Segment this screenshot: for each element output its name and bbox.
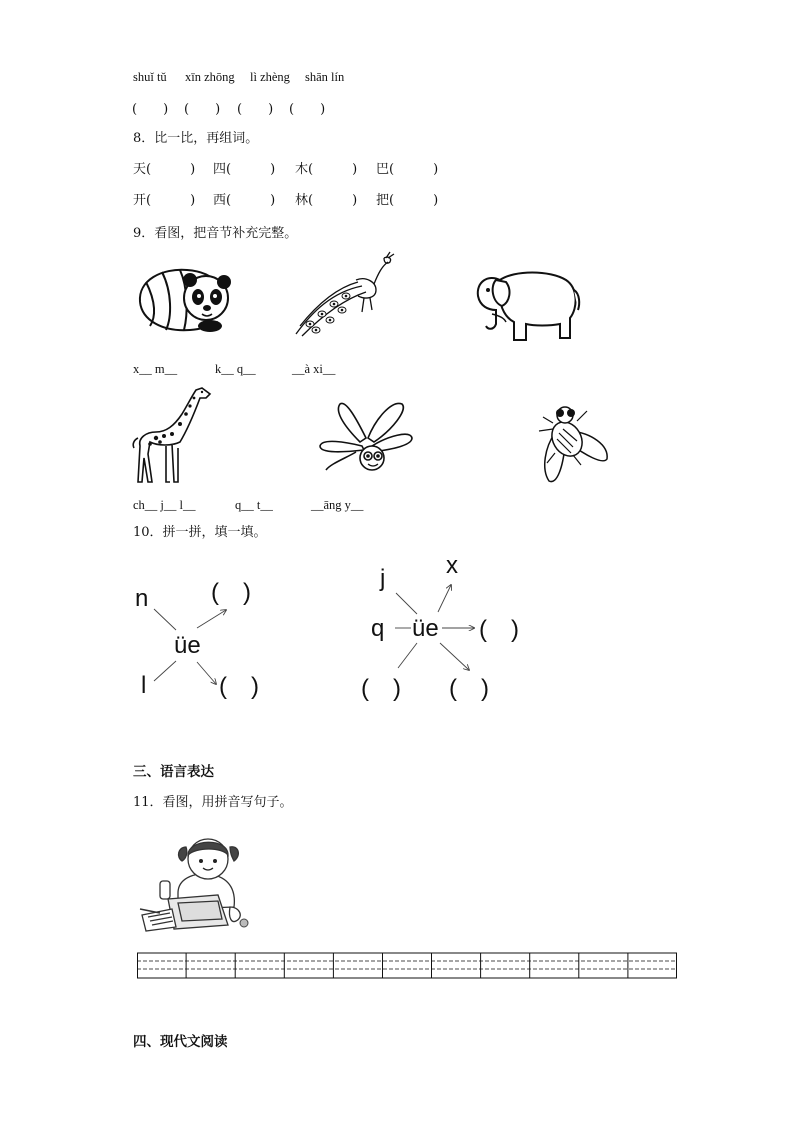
answer-blank-2[interactable]: ( ) <box>184 102 221 117</box>
answer-blank-1[interactable]: ( ) <box>132 102 169 117</box>
q9-label-giraffe[interactable]: ch__ j__ l__ <box>133 498 196 512</box>
initial-n: n <box>135 585 149 612</box>
q8-item[interactable]: 林( ) <box>295 193 358 208</box>
question-10-title: 10．拼一拼，填一填。 <box>133 525 267 540</box>
q10-answer-blank[interactable]: ( ) <box>219 673 259 700</box>
q9-label-panda[interactable]: x__ m__ <box>133 362 178 376</box>
q10-answer-blank[interactable]: ( ) <box>449 675 489 702</box>
question-11-title: 11．看图，用拼音写句子。 <box>133 795 293 810</box>
pinyin-4: shān lín <box>305 70 345 84</box>
section-4-heading: 四、现代文阅读 <box>133 1034 228 1050</box>
q8-item[interactable]: 西( ) <box>213 193 276 208</box>
q8-item[interactable]: 四( ) <box>213 162 276 177</box>
q9-label-elephant[interactable]: __à xi__ <box>292 362 336 376</box>
girl-packing-schoolbag-icon <box>138 833 260 935</box>
q8-item[interactable]: 天( ) <box>133 162 196 177</box>
initial-l: l <box>141 672 147 699</box>
initial-q: q <box>371 615 385 642</box>
q8-item[interactable]: 开( ) <box>133 193 196 208</box>
answer-blank-4[interactable]: ( ) <box>289 102 326 117</box>
q10-answer-blank[interactable]: ( ) <box>479 616 519 643</box>
pinyin-1: shuǐ tǔ <box>133 70 167 84</box>
q9-label-peacock[interactable]: k__ q__ <box>215 362 256 376</box>
q8-item[interactable]: 巴( ) <box>376 162 439 177</box>
q9-label-dragonfly[interactable]: q__ t__ <box>235 498 273 512</box>
section-3-heading: 三、语言表达 <box>133 764 214 780</box>
question-9-title: 9．看图，把音节补充完整。 <box>133 226 298 241</box>
answer-blank-3[interactable]: ( ) <box>237 102 274 117</box>
q10-answer-blank[interactable]: ( ) <box>211 579 251 606</box>
q8-item[interactable]: 把( ) <box>376 193 439 208</box>
pinyin-2: xīn zhōng <box>185 70 235 84</box>
q8-item[interactable]: 木( ) <box>295 162 358 177</box>
final-ue-right: üe <box>412 615 439 642</box>
question-8-title: 8．比一比，再组词。 <box>133 131 259 146</box>
initial-x: x <box>446 552 458 579</box>
q9-label-fly[interactable]: __āng y__ <box>311 498 364 512</box>
q10-answer-blank[interactable]: ( ) <box>361 675 401 702</box>
final-ue-left: üe <box>174 632 201 659</box>
initial-j: j <box>380 565 386 592</box>
pinyin-writing-grid[interactable] <box>137 952 677 980</box>
pinyin-3: lì zhèng <box>250 70 290 84</box>
